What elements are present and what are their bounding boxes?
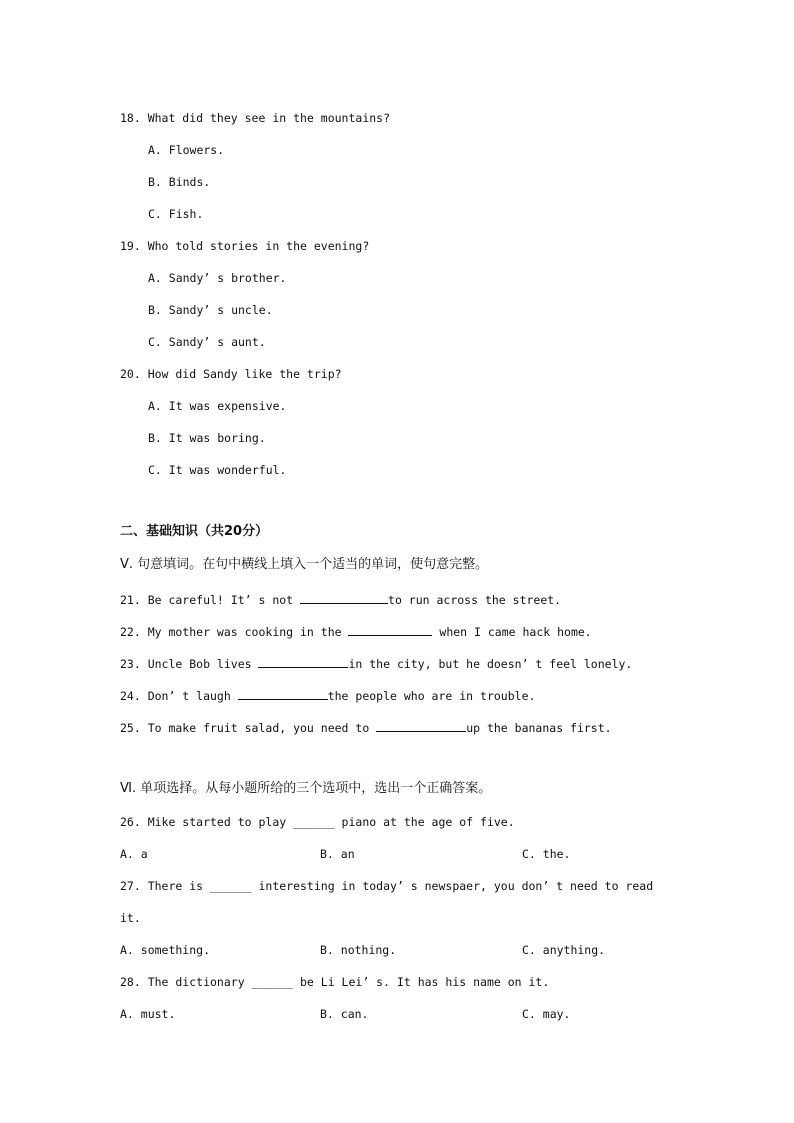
question-text: 18. What did they see in the mountains? (120, 111, 391, 125)
question-text: 20. How did Sandy like the trip? (120, 367, 342, 381)
item-text-before: 24. Don’ t laugh (120, 689, 238, 703)
option-c[interactable]: C. may. (522, 1007, 571, 1021)
question-text: 19. Who told stories in the evening? (120, 239, 370, 253)
item-text-before: 25. To make fruit salad, you need to (120, 721, 377, 735)
item-text-after: when I came hack home. (432, 625, 592, 639)
part5-instruction: Ⅴ. 句意填词。在句中横线上填入一个适当的单词，使句意完整。 (120, 557, 489, 572)
option-a[interactable]: A. must. (120, 1007, 176, 1021)
option-b[interactable]: B. an (320, 847, 355, 861)
option-c[interactable]: C. anything. (522, 943, 606, 957)
answer-blank[interactable] (258, 655, 348, 668)
question-text: 27. There is ______ interesting in today’ s newspaer, you don’ t need to read (120, 879, 654, 893)
option-b[interactable]: B. nothing. (320, 943, 397, 957)
item-text-before: 23. Uncle Bob lives (120, 657, 259, 671)
question-text: 28. The dictionary ______ be Li Lei’ s. It has his name on it. (120, 975, 550, 989)
part6-instruction: Ⅵ. 单项选择。从每小题所给的三个选项中，选出一个正确答案。 (120, 781, 492, 796)
option-c: C. Fish. (148, 207, 204, 221)
answer-blank[interactable] (238, 687, 328, 700)
option-a[interactable]: A. something. (120, 943, 211, 957)
option-c: C. It was wonderful. (148, 463, 287, 477)
option-a[interactable]: A. a (120, 847, 148, 861)
option-b[interactable]: B. can. (320, 1007, 369, 1021)
option-b: B. Binds. (148, 175, 211, 189)
item-text-after: to run across the street. (388, 593, 562, 607)
option-a: A. Sandy’ s brother. (148, 271, 287, 285)
answer-blank[interactable] (348, 623, 432, 636)
item-text-before: 21. Be careful! It’ s not (120, 593, 301, 607)
option-b: B. Sandy’ s uncle. (148, 303, 273, 317)
option-c[interactable]: C. the. (522, 847, 571, 861)
fill-item-23 (120, 655, 632, 671)
fill-item-25 (120, 719, 612, 735)
question-text: 26. Mike started to play ______ piano at the age of five. (120, 815, 515, 829)
option-c: C. Sandy’ s aunt. (148, 335, 266, 349)
item-text-after: the people who are in trouble. (327, 689, 536, 703)
fill-item-24 (120, 687, 535, 703)
item-text-after: up the bananas first. (466, 721, 612, 735)
section-heading: 二、基础知识（共20分） (120, 524, 269, 539)
item-text-before: 22. My mother was cooking in the (120, 625, 349, 639)
answer-blank[interactable] (300, 591, 388, 604)
option-b: B. It was boring. (148, 431, 266, 445)
item-text-after: in the city, but he doesn’ t feel lonely. (348, 657, 633, 671)
option-a: A. Flowers. (148, 143, 225, 157)
fill-item-21 (120, 591, 561, 607)
answer-blank[interactable] (376, 719, 466, 732)
fill-item-22 (120, 623, 592, 639)
option-a: A. It was expensive. (148, 399, 287, 413)
question-text-continued: it. (120, 911, 141, 925)
